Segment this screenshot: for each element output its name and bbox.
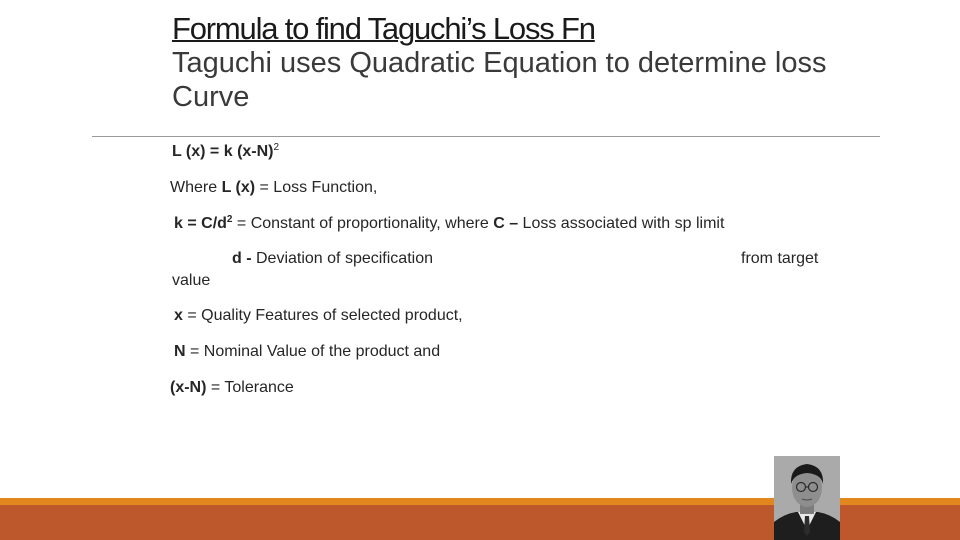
formula-exponent: 2 <box>273 142 280 153</box>
tolerance-term: (x-N) <box>170 379 207 396</box>
c-definition: Loss associated with sp limit <box>518 215 725 232</box>
x-definition: = Quality Features of selected product, <box>182 307 463 324</box>
x-line <box>174 306 463 326</box>
n-term: N <box>174 343 186 360</box>
portrait-illustration <box>774 456 840 540</box>
d-line <box>232 249 433 269</box>
d-line-right: from target <box>741 250 819 267</box>
k-definition: = Constant of proportionality, where <box>232 215 494 232</box>
k-line <box>174 214 724 234</box>
where-term: L (x) <box>221 179 256 196</box>
where-line <box>170 178 377 198</box>
d-line-wrap: value <box>172 272 211 289</box>
where-prefix: Where <box>170 179 222 196</box>
slide-subtitle: Taguchi uses Quadratic Equation to determine loss Curve <box>172 47 827 113</box>
k-exponent: 2 <box>226 214 233 225</box>
tolerance-definition: = Tolerance <box>206 379 294 396</box>
k-term: k = C/d <box>174 215 227 232</box>
n-definition: = Nominal Value of the product and <box>185 343 441 360</box>
c-term: C – <box>493 215 519 232</box>
where-definition: = Loss Function, <box>255 179 378 196</box>
formula-line <box>172 142 279 162</box>
tolerance-line <box>170 378 294 398</box>
slide-title: Formula to find Taguchi’s Loss Fn <box>172 11 595 46</box>
d-term: d - <box>232 250 256 267</box>
formula-text: L (x) = k (x-N) <box>172 143 274 160</box>
portrait-photo <box>774 456 840 540</box>
divider <box>92 136 880 137</box>
d-definition: Deviation of specification <box>256 250 433 267</box>
x-term: x <box>174 307 183 324</box>
n-line <box>174 342 440 362</box>
